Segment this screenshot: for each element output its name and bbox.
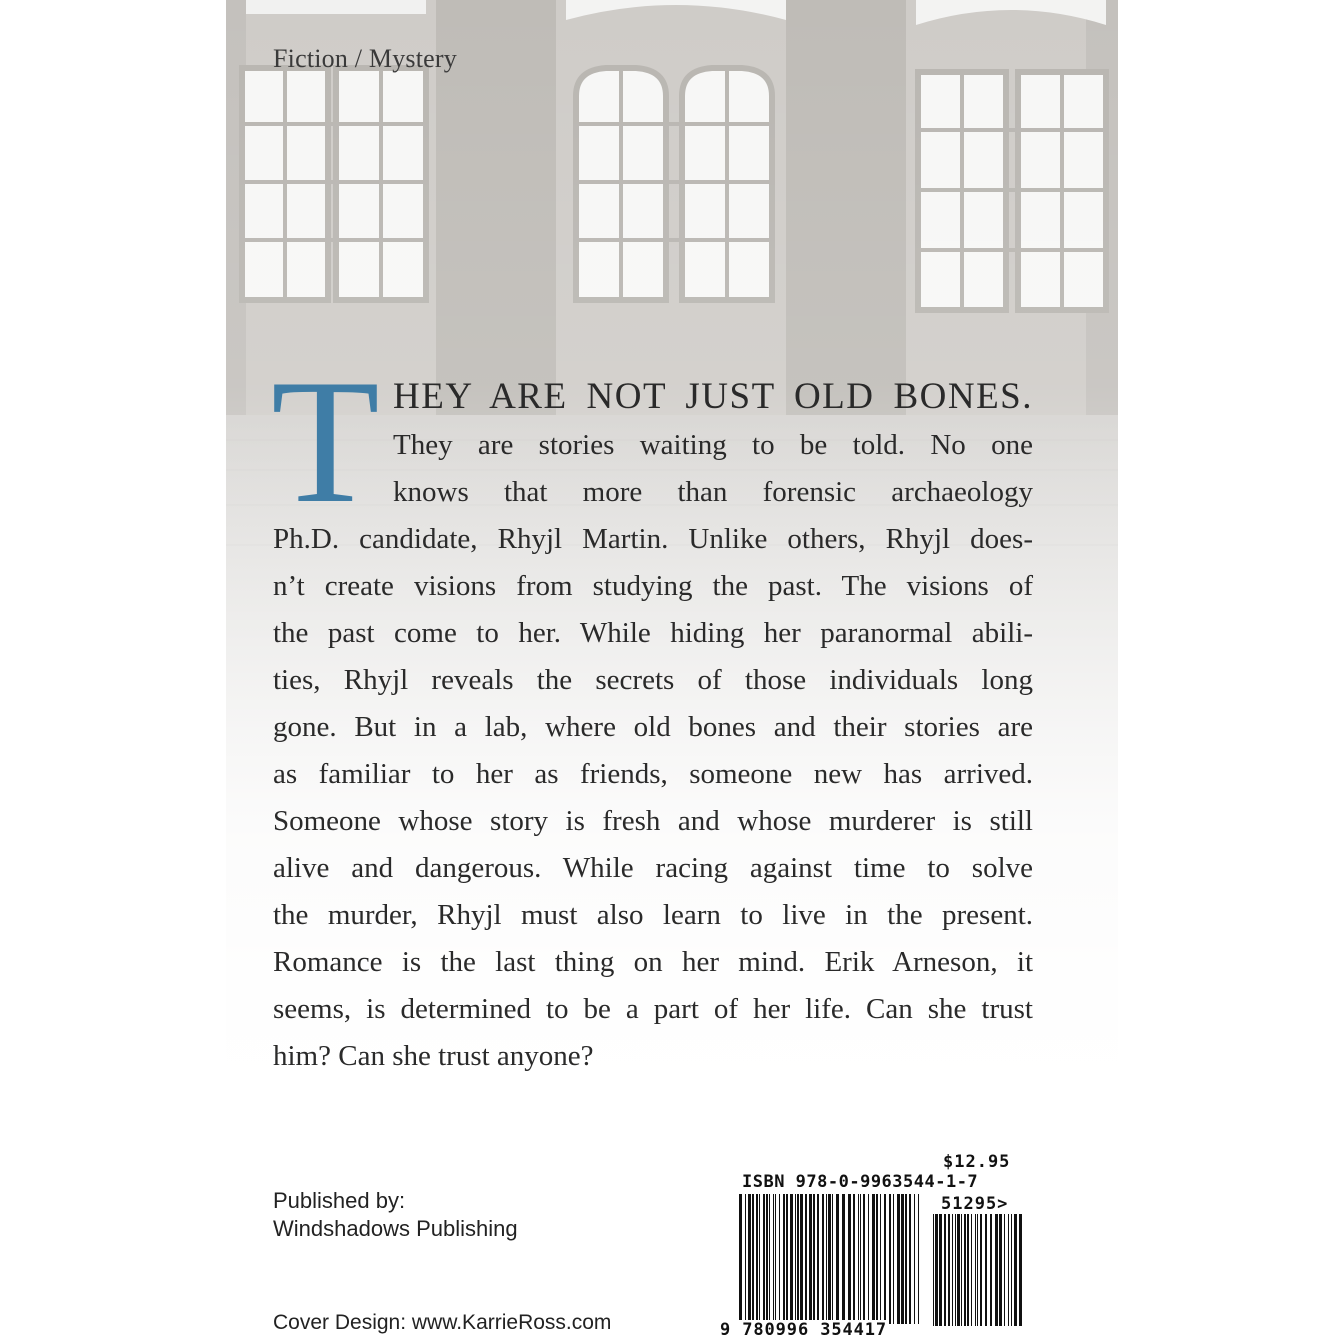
barcode-bar — [952, 1214, 953, 1326]
barcode-bar — [828, 1194, 831, 1324]
blurb-line: him? Can she trust anyone? — [273, 1040, 594, 1072]
barcode-bar — [795, 1194, 796, 1324]
barcode-bar — [805, 1194, 807, 1324]
barcode-bar — [1004, 1214, 1005, 1326]
barcode-bar — [967, 1214, 969, 1326]
barcode-bar — [889, 1194, 891, 1324]
barcode-bar — [848, 1194, 851, 1324]
barcode-bar — [999, 1214, 1002, 1326]
barcode-bar — [876, 1194, 878, 1324]
barcode-bar — [980, 1214, 982, 1326]
barcode-bar — [842, 1194, 845, 1324]
price-addon-code: 51295> — [941, 1194, 1009, 1214]
barcode-bar — [948, 1214, 950, 1326]
blurb-line: Someone whose story is fresh and whose murderer is still — [273, 805, 1033, 837]
barcode-bar — [901, 1194, 904, 1324]
blurb-line: the murder, Rhyjl must also learn to live in the present. — [273, 899, 1033, 931]
barcode-bar — [990, 1214, 992, 1326]
book-blurb — [271, 342, 1033, 1080]
ean-digits: 9 780996 354417 — [720, 1320, 888, 1340]
barcode-bar — [897, 1194, 900, 1324]
blurb-line: Ph.D. candidate, Rhyjl Martin. Unlike others, Rhyjl does- — [273, 523, 1033, 555]
barcode-bar — [1008, 1214, 1009, 1326]
blurb-line: n’t create visions from studying the past. The visions of — [273, 570, 1033, 602]
barcode-bar — [832, 1194, 833, 1324]
barcode-bar — [872, 1194, 875, 1324]
barcode-bar — [773, 1194, 774, 1324]
barcode-bar — [964, 1214, 966, 1326]
barcode-bar — [893, 1194, 894, 1324]
barcode-bar — [822, 1194, 824, 1324]
barcode-bar — [752, 1194, 754, 1324]
barcode-bar — [817, 1194, 819, 1324]
barcode-bar — [786, 1194, 788, 1324]
blurb-line: Romance is the last thing on her mind. Erik Arneson, it — [273, 946, 1033, 978]
barcode-bar — [868, 1194, 869, 1324]
book-back-cover — [226, 0, 1118, 1344]
published-by-label: Published by: — [273, 1188, 406, 1213]
barcode-bar — [759, 1194, 760, 1324]
drop-cap: T — [271, 342, 380, 540]
barcode-bar — [939, 1214, 942, 1326]
barcode-bar — [975, 1214, 976, 1326]
barcode-bar — [909, 1194, 911, 1324]
barcode-bar — [860, 1194, 861, 1324]
barcode-bar — [1019, 1214, 1022, 1326]
blurb-line: alive and dangerous. While racing against time to solve — [273, 852, 1033, 884]
barcode-bar — [763, 1194, 765, 1324]
blurb-line: knows that more than forensic archaeology — [393, 476, 1033, 508]
barcode-bar — [1011, 1214, 1012, 1326]
barcode-bar — [977, 1214, 978, 1326]
barcode-bar — [955, 1214, 956, 1326]
genre-category: Fiction / Mystery — [273, 44, 457, 73]
barcode-bar — [971, 1214, 972, 1326]
barcode-bar — [739, 1194, 742, 1324]
isbn-number: ISBN 978-0-9963544-1-7 — [742, 1172, 979, 1192]
barcode-bar — [809, 1194, 812, 1324]
barcode-bar — [933, 1214, 934, 1326]
barcode-bar — [858, 1194, 859, 1324]
blurb-line: They are stories waiting to be told. No one — [393, 429, 1033, 461]
barcode-bar — [880, 1194, 881, 1324]
barcode-bar — [863, 1194, 865, 1324]
barcode-bar — [957, 1214, 960, 1326]
blurb-line: the past come to her. While hiding her paranormal abili- — [273, 617, 1033, 649]
barcode-bar — [783, 1194, 785, 1324]
barcode-bar — [853, 1194, 855, 1324]
barcode-bar — [944, 1214, 946, 1326]
barcode-bar — [800, 1194, 803, 1324]
barcode-bar — [813, 1194, 815, 1324]
barcode-bar — [836, 1194, 839, 1324]
barcode-bar — [995, 1214, 998, 1326]
blurb-lead-line: HEY ARE NOT JUST OLD BONES. — [393, 376, 1033, 417]
barcode-bar — [961, 1214, 962, 1326]
blurb-line: seems, is determined to be a part of her life. Can she trust — [273, 993, 1033, 1025]
cover-design-credit: Cover Design: www.KarrieRoss.com — [273, 1311, 612, 1334]
barcode-bar — [779, 1194, 780, 1324]
barcode-bar — [884, 1194, 886, 1324]
barcode-bar — [775, 1194, 776, 1324]
barcode-bar — [790, 1194, 793, 1324]
price-label: $12.95 — [943, 1152, 1011, 1172]
blurb-line: as familiar to her as friends, someone new has arrived. — [273, 758, 1033, 790]
barcode-bar — [1014, 1214, 1017, 1326]
barcode-bar — [918, 1194, 919, 1324]
isbn-barcode — [720, 1148, 1056, 1344]
barcode-bar — [985, 1214, 987, 1326]
blurb-line: ties, Rhyjl reveals the secrets of those individuals long — [273, 664, 1033, 696]
barcode-bar — [914, 1194, 915, 1324]
ean-barcode-bars — [739, 1194, 921, 1324]
publisher-name: Windshadows Publishing — [273, 1216, 518, 1241]
barcode-bar — [745, 1194, 746, 1324]
barcode-bar — [756, 1194, 758, 1324]
addon-barcode-bars — [933, 1214, 1023, 1326]
blurb-line: gone. But in a lab, where old bones and their stories are — [273, 711, 1033, 743]
barcode-bar — [935, 1214, 938, 1326]
barcode-bar — [766, 1194, 768, 1324]
barcode-bar — [748, 1194, 751, 1324]
barcode-bar — [797, 1194, 799, 1324]
barcode-bar — [905, 1194, 907, 1324]
barcode-bar — [769, 1194, 770, 1324]
barcode-bar — [826, 1194, 827, 1324]
